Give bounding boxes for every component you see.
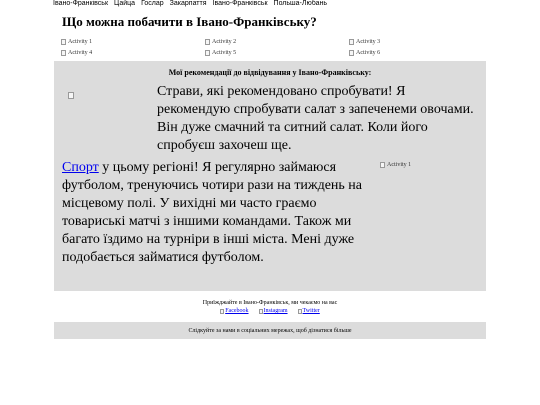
footer-bar <box>54 322 486 339</box>
facebook-label: Facebook <box>225 308 249 314</box>
activity-image-6 <box>349 49 493 57</box>
broken-image-icon <box>205 50 210 56</box>
broken-image-icon <box>68 92 74 99</box>
activity-grid <box>61 38 493 57</box>
activity-image-2 <box>205 38 349 46</box>
footer-bar-text: Слідкуйте за нами в соціальних мережах, щоб дізнатися більше <box>188 327 352 334</box>
footer-invite: Приїжджайте в Івано-Франківськ, ми чекаємо на вас <box>202 300 338 306</box>
broken-image-icon <box>205 39 210 45</box>
twitter-icon <box>298 309 302 314</box>
broken-image-icon <box>61 39 66 45</box>
recommendations-panel <box>54 61 486 291</box>
facebook-link[interactable] <box>220 307 248 315</box>
twitter-label: Twitter <box>302 308 320 314</box>
activity-image-4 <box>61 49 205 57</box>
activity-alt-text: Activity 6 <box>356 50 381 56</box>
activity-alt-text: Activity 1 <box>68 39 93 45</box>
sport-text: у цьому регіоні! Я регулярно займаюся футболом, тренуючись чотири рази на тиждень на місцевому полі. У вихідні ми часто граємо товариські матчі з іншими командами. Також ми багато їздимо на турніри в інші міста. Мені дуже подобається займатися футболом. <box>62 160 363 265</box>
instagram-link[interactable] <box>259 307 288 315</box>
instagram-icon <box>259 309 263 314</box>
broken-image-icon <box>380 162 385 168</box>
social-links <box>54 307 486 315</box>
activity-image-3 <box>349 38 493 46</box>
activity-image-1 <box>61 38 205 46</box>
twitter-link[interactable] <box>298 307 320 315</box>
activity-image-5 <box>205 49 349 57</box>
activity-alt-text: Activity 5 <box>212 50 237 56</box>
sport-link[interactable]: Спорт <box>62 160 99 175</box>
nav-link-zakarpattia[interactable]: Закарпаття <box>169 0 207 7</box>
nav-link-tsaitsa[interactable]: Цайца <box>114 0 136 7</box>
nav-link-polsha-luban[interactable]: Польша-Любань <box>273 0 327 7</box>
broken-image-icon <box>349 50 354 56</box>
recommendation-image <box>68 86 78 94</box>
activity-alt-text: Activity 2 <box>212 39 237 45</box>
recommendations-heading: Мої рекомендації до відвідування у Івано-Франківську: <box>168 68 372 77</box>
page-title: Що можна побачити в Івано-Франківську? <box>62 14 317 29</box>
sport-image-alt: Activity 1 <box>387 162 412 168</box>
recommendation-text: Страви, які рекомендовано спробувати! Я рекомендую спробувати салат з запеченеми овочами. Він дуже смачний та ситний салат. Коли його спробуєш захочеш ще. <box>157 84 474 153</box>
nav-link-ivano-frankivsk-2[interactable]: Івано-Франківськ <box>212 0 268 7</box>
sport-image <box>380 161 411 169</box>
sport-paragraph <box>62 159 372 267</box>
instagram-label: Instagram <box>263 308 288 314</box>
activity-alt-text: Activity 3 <box>356 39 381 45</box>
nav-link-ivano-frankivsk[interactable]: Івано-Франківськ <box>53 0 109 7</box>
facebook-icon <box>220 309 224 314</box>
top-nav <box>53 0 327 9</box>
nav-link-goslar[interactable]: Гослар <box>141 0 164 7</box>
broken-image-icon <box>349 39 354 45</box>
broken-image-icon <box>61 50 66 56</box>
activity-alt-text: Activity 4 <box>68 50 93 56</box>
